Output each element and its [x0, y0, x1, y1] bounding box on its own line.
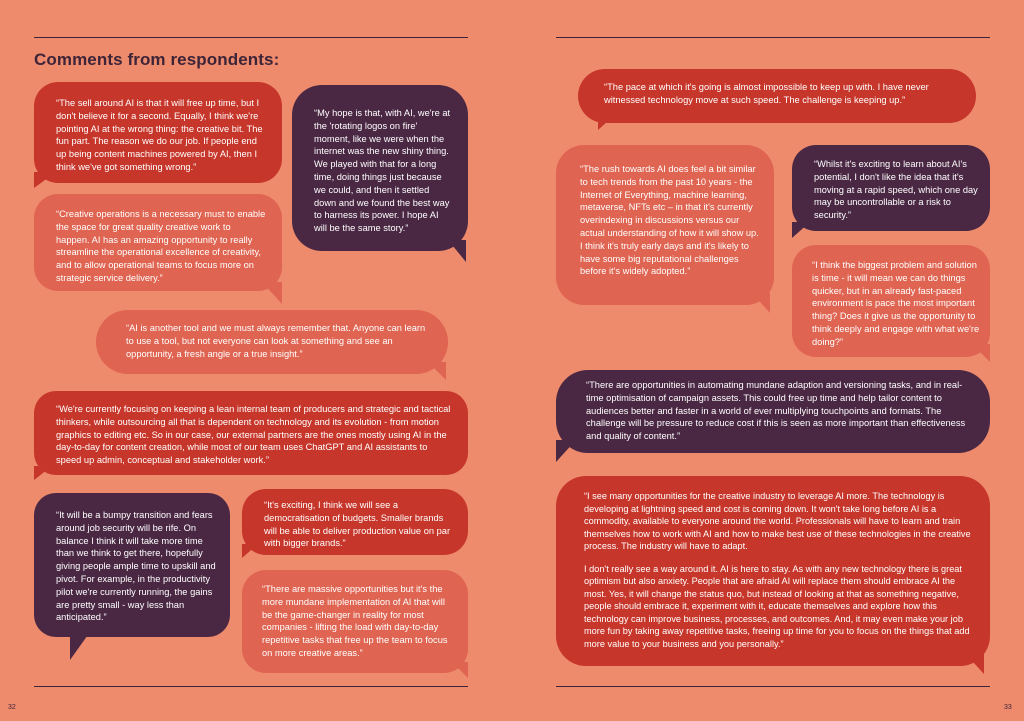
quote-bubble-bumpy-transition	[34, 493, 230, 637]
bubble-tail	[452, 662, 468, 678]
quote-bubble-sell-around-ai	[34, 82, 282, 183]
bubble-tail	[792, 222, 810, 238]
bubble-tail	[262, 282, 282, 304]
quote-text: “AI is another tool and we must always remember that. Anyone can learn to use a tool, but not everyone can look at something and see an opportunity, a fresh angle or a true insight.”	[126, 323, 426, 359]
quote-text: “It will be a bumpy transition and fears around job security will be rife. On balance I think it will take more time than we think to get there, hopefully giving people ample time to upskill and pivot. For example, in the productivity pilot we're currently running, the gains are pretty small - way less than anticipated.”	[56, 510, 216, 623]
quote-text: “We're currently focusing on keeping a lean internal team of producers and strategic and tactical thinkers, while outsourcing all that is dependent on technology and its evolution - from motion graphics to editing etc. So in our case, our external partners are the ones mostly using AI in the day-to-day for content creation, while most of our team uses ChatGPT and AI assistants to speed up admin, conceptual and stakeholder work.”	[56, 404, 451, 466]
page-number-right: 33	[1004, 704, 1012, 711]
top-rule-right	[556, 37, 990, 38]
quote-bubble-democratisation	[242, 489, 468, 555]
quote-bubble-massive-opportunities	[242, 570, 468, 673]
bubble-tail	[598, 114, 616, 130]
quote-text: I don't really see a way around it. AI is here to stay. As with any new technology there is great optimism but also anxiety. People that are afraid AI will replace them should embrace AI the most. Yes, it will change the status quo, but instead of looking at that as something negative, people should embrace it, experiment with it, educate themselves and explore how this technology can improve business, processes, and outcomes. And, it may even make your job more fun by taking away repetitive tasks, freeing up time for you to focus on the things that add more value to your business and you personally.”	[584, 563, 970, 649]
quote-bubble-automating	[556, 370, 990, 453]
quote-bubble-my-hope	[292, 85, 468, 251]
quote-bubble-lean-team	[34, 391, 468, 475]
bubble-tail	[70, 632, 90, 660]
bubble-tail	[34, 466, 52, 480]
top-rule-left	[34, 37, 468, 38]
quote-text: “It's exciting, I think we will see a democratisation of budgets. Smaller brands will be able to deliver production value on par with bigger brands.”	[264, 500, 451, 549]
quote-text: “My hope is that, with AI, we're at the 'rotating logos on fire' moment, like we were when the internet was the new shiny thing. We played with that for a long time, doing things just because we could, and then it settled down and we found the best way to harness its power. I hope AI will be the same story.”	[314, 108, 451, 234]
quote-text: “I see many opportunities for the creative industry to leverage AI more. The technology is developing at lightning speed and cost is coming down. It won't take long before AI is a commodity, available to everyone around the world. Professionals will have to learn and train themselves how to work with AI and how to make best use of these technologies in the creative process. The industry will have to adapt.	[584, 491, 971, 551]
bubble-tail	[242, 544, 258, 558]
quote-bubble-exciting-to-learn	[792, 145, 990, 231]
quote-bubble-many-opportunities	[556, 476, 990, 666]
bubble-tail	[34, 172, 56, 188]
quote-bubble-biggest-problem	[792, 245, 990, 357]
page-number-left: 32	[8, 704, 16, 711]
quote-bubble-pace	[578, 69, 976, 123]
bottom-rule-left	[34, 686, 468, 687]
bubble-tail	[752, 293, 770, 313]
bottom-rule-right	[556, 686, 990, 687]
quote-bubble-rush-towards-ai	[556, 145, 774, 305]
quote-text: “The pace at which it's going is almost impossible to keep up with. I have never witnessed technology move at such speed. The challenge is keeping up.”	[604, 82, 929, 105]
quote-bubble-creative-operations	[34, 194, 282, 291]
quote-bubble-another-tool	[96, 310, 448, 374]
bubble-tail	[428, 362, 446, 380]
quote-text: “Creative operations is a necessary must to enable the space for great quality creative work to happen. AI has an amazing opportunity to really streamline the operational excellence of creativity, and to allow operational teams to focus more on strategic service delivery.”	[56, 209, 266, 283]
quote-text: “I think the biggest problem and solution is time - it will mean we can do things quicker, but in an already fast-paced environment is pace the most important thing? Does it give us the opportunity to think deeply and engage with what we're doing?”	[812, 260, 980, 347]
page-title: Comments from respondents:	[34, 50, 280, 69]
quote-text: “There are opportunities in automating mundane adaption and versioning tasks, and in real-time optimisation of campaign assets. This could free up time and help tailor content to audiences better and faster in a world of ever multiplying touchpoints and formats. The challenge will be pressure to reduce cost if this is seen as more important than effectiveness and quality of content.”	[586, 380, 966, 442]
quote-text: “The sell around AI is that it will free up time, but I don't believe it for a second. Equally, I think we're pointing AI at the wrong thing: the creative bit. The fun part. The reason we do our job. If people end up being content machines powered by AI, then I think we've got something wrong.”	[56, 98, 263, 172]
bubble-tail	[448, 240, 466, 262]
bubble-tail	[556, 440, 576, 462]
quote-text: “There are massive opportunities but it's the more mundane implementation of AI that will be the game-changer in reality for most companies - lifting the load with day-to-day repetitive tasks that free up the team to focus on more creative areas.”	[262, 584, 448, 658]
quote-text: “The rush towards AI does feel a bit similar to tech trends from the past 10 years - the Internet of Everything, machine learning, metaverse, NFTs etc – in that it's currently overindexing in discussions versus our actual understanding of how it will show up. I think it's truly early days and it's likely to have some big reputational challenges before it's widely adopted.”	[580, 164, 759, 277]
bubble-tail	[962, 650, 984, 674]
quote-text: “Whilst it's exciting to learn about AI's potential, I don't like the idea that it's moving at a rapid speed, which one day may be uncontrollable or a risk to security.”	[814, 159, 978, 221]
bubble-tail	[972, 344, 990, 362]
